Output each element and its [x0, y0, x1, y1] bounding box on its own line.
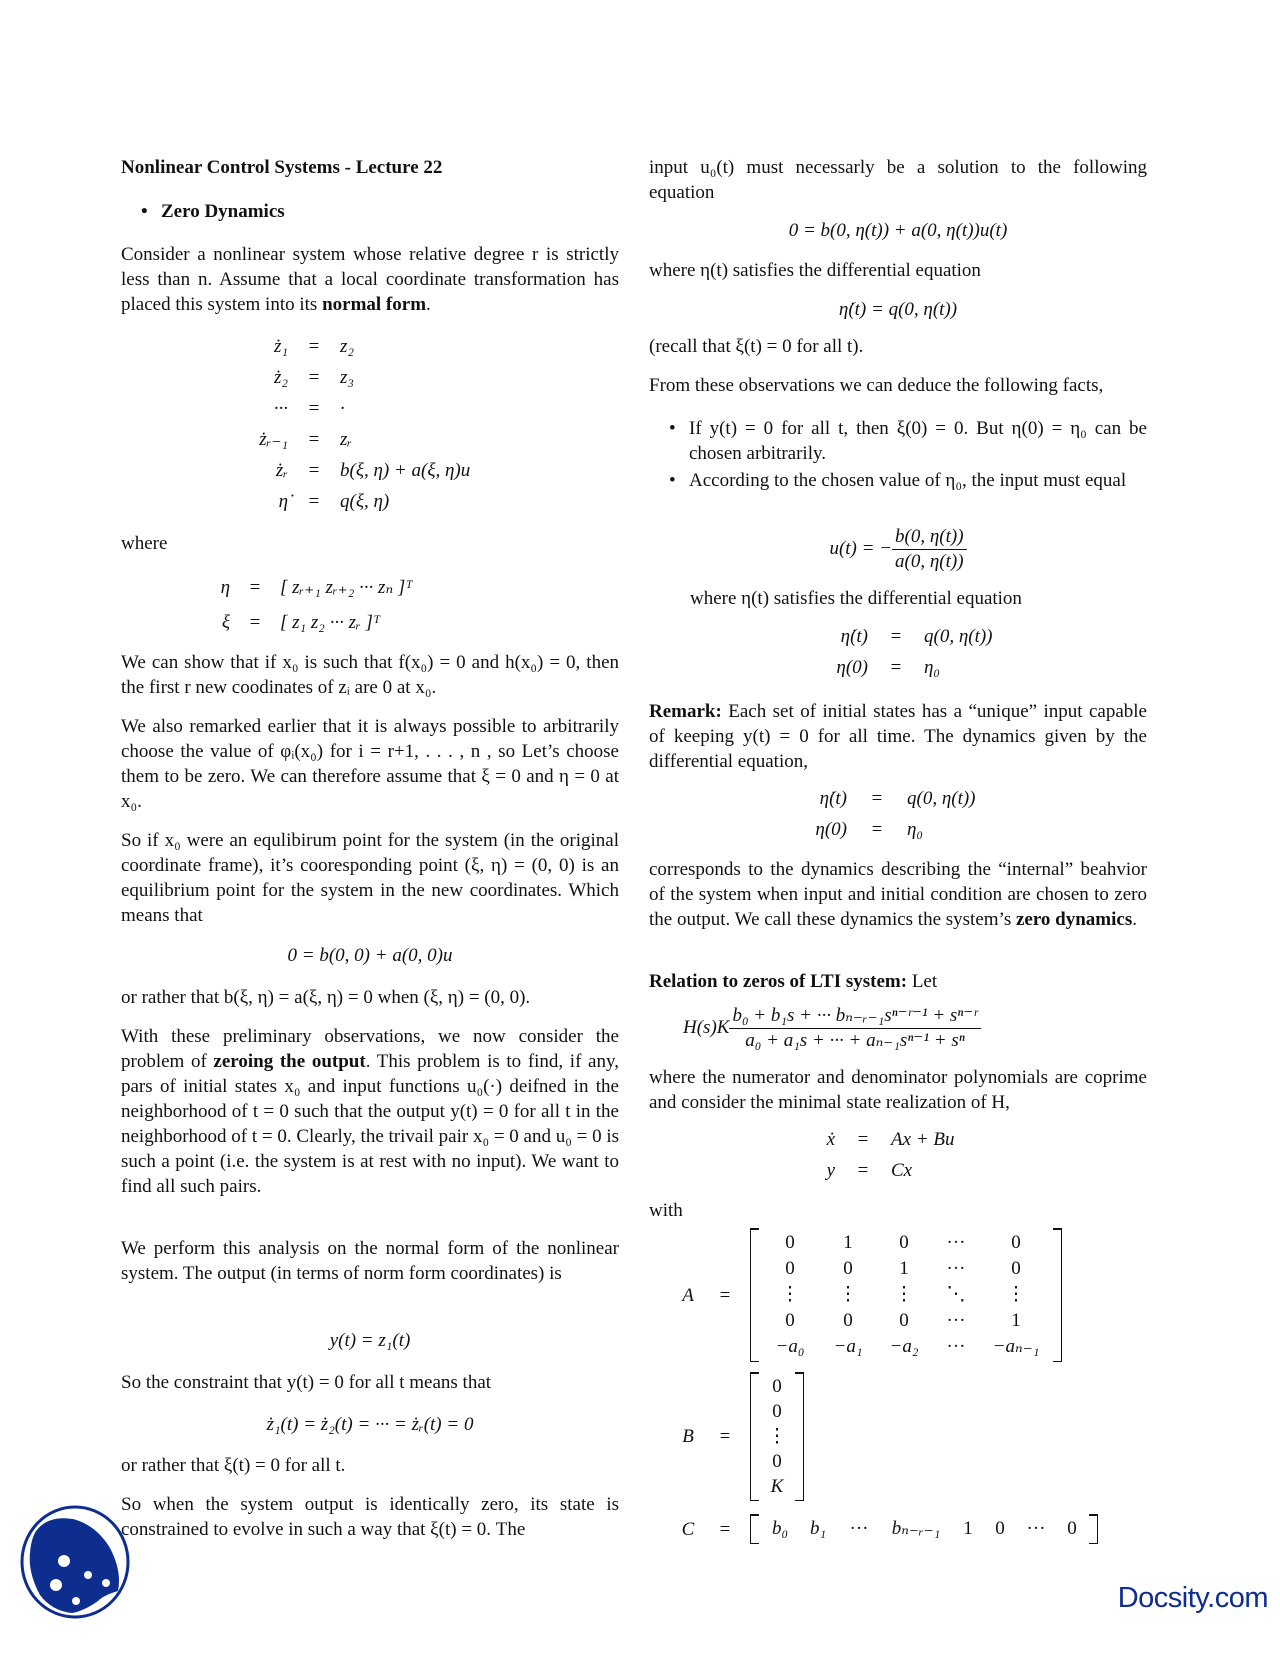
equation-rhs: q(ξ, η)	[340, 491, 390, 512]
fraction	[892, 525, 967, 574]
bold-text: Relation to zeros of LTI system:	[649, 971, 908, 992]
equation-lhs: ξ	[221, 612, 230, 633]
bracket-serif	[1089, 1543, 1097, 1545]
equation-lhs: η̇(t)	[819, 788, 847, 809]
transfer-function	[683, 1004, 981, 1053]
matrix-entry: ⋱	[946, 1284, 966, 1305]
equals-sign: =	[890, 626, 902, 647]
paragraph: input u₀(t) must necessarly be a solution to the following equation	[649, 157, 1147, 203]
equation: 0 = b(0, 0) + a(0, 0)u	[287, 945, 453, 966]
matrix-entry: 0	[1011, 1258, 1021, 1279]
paragraph: We can show that if x₀ is such that f(x₀) = 0 and h(x₀) = 0, then the first r new coodinates of zᵢ are 0 at x₀.	[121, 652, 619, 698]
text-segment: Let	[907, 971, 938, 992]
equation-rhs: η₀	[907, 819, 924, 840]
equation-lhs: ż₂	[274, 367, 288, 388]
matrix-entry: 0	[1011, 1232, 1021, 1253]
numerator: b(0, η(t))	[892, 525, 967, 550]
paragraph: (recall that ξ(t) = 0 for all t).	[649, 336, 864, 357]
paragraph: or rather that b(ξ, η) = a(ξ, η) = 0 when (ξ, η) = (0, 0).	[121, 987, 531, 1008]
equals-sign: =	[308, 460, 320, 481]
equals-sign: =	[890, 657, 902, 678]
matrix-C	[676, 1514, 1098, 1544]
matrix-entry: ⋮	[894, 1284, 914, 1305]
equation-rhs: q(0, η(t))	[924, 626, 993, 647]
equation-rhs: Cx	[891, 1160, 913, 1181]
facts-list	[649, 416, 1147, 493]
denominator: a₀ + a₁s + ··· + aₙ₋₁sⁿ⁻¹ + sⁿ	[745, 1030, 965, 1051]
matrix-entry: −aₙ₋₁	[992, 1336, 1040, 1357]
matrix-entry: 0	[785, 1258, 795, 1279]
equation-rhs: [ zᵣ₊₁ zᵣ₊₂ ··· zₙ ]ᵀ	[280, 577, 413, 598]
equation: 0 = b(0, η(t)) + a(0, η(t))u(t)	[788, 220, 1008, 241]
matrix-entry: 0	[995, 1518, 1005, 1539]
paragraph	[121, 242, 619, 317]
equation-lhs: ẋ	[826, 1129, 835, 1150]
matrix-entry: 0	[772, 1376, 782, 1397]
paragraph: or rather that ξ(t) = 0 for all t.	[121, 1455, 346, 1476]
paragraph: So if x₀ were an equlibirum point for the system (in the original coordinate frame), it’s cooresponding point (ξ, η) = (0, 0) is an equilibrium point for the system in the new coordinates. Which means that	[121, 830, 619, 926]
equation-lhs: η̇(t)	[840, 626, 868, 647]
matrix-entry: ⋮	[767, 1426, 787, 1447]
matrix-entry: 1	[1011, 1310, 1021, 1331]
text-segment: .	[1132, 909, 1137, 930]
equals-sign: =	[719, 1426, 731, 1447]
bold-text: zeroing the output	[213, 1051, 366, 1072]
matrix-entry: 0	[899, 1232, 909, 1253]
text-segment: corresponds to the dynamics describing the “internal” beahvior of the system when input and initial condition are chosen to zero the output. We call these dynamics the system’s	[649, 859, 1147, 930]
bracket-serif	[751, 1543, 759, 1545]
equals-sign: =	[308, 429, 320, 450]
matrix-entry: 0	[785, 1232, 795, 1253]
matrix-A	[676, 1228, 1062, 1362]
equation-rhs: η₀	[924, 657, 941, 678]
equation-rhs: z₂	[340, 336, 354, 357]
equals-sign: =	[308, 367, 320, 388]
matrix-entry: 0	[785, 1310, 795, 1331]
equation-lhs: H(s)K	[683, 1016, 730, 1038]
equals-sign: =	[249, 577, 261, 598]
bold-text: Remark:	[649, 701, 722, 722]
numerator: b₀ + b₁s + ··· bₙ₋ᵣ₋₁sⁿ⁻ʳ⁻¹ + sⁿ⁻ʳ	[729, 1004, 980, 1029]
paragraph: We perform this analysis on the normal form of the nonlinear system. The output (in terms of norm form coordinates) is	[121, 1238, 619, 1284]
bracket-serif	[751, 1361, 759, 1363]
matrix-entry: 0	[899, 1310, 909, 1331]
equation-lhs: żᵣ₋₁	[259, 429, 288, 450]
matrix-entry: 1	[899, 1258, 909, 1279]
matrix-entry: ···	[946, 1336, 966, 1357]
matrix-entry: ⋮	[1006, 1284, 1026, 1305]
matrix-bracket	[750, 1372, 804, 1501]
matrix-entry: b₁	[809, 1518, 827, 1539]
text-segment: With these preliminary observations, we now consider the problem of	[121, 1026, 619, 1072]
matrix-entry: −a₂	[889, 1336, 919, 1357]
input-equation	[649, 525, 1147, 574]
state-space-equations	[780, 1124, 954, 1186]
bold-text: zero dynamics	[1015, 909, 1133, 930]
equals-sign: =	[719, 1284, 731, 1306]
equation: η̇(t) = q(0, η(t))	[838, 299, 958, 320]
equals-sign: =	[308, 491, 320, 512]
equals-sign: =	[308, 398, 320, 419]
matrix-entry: ⋮	[838, 1284, 858, 1305]
paragraph: where the numerator and denominator polynomials are coprime and consider the minimal state realization of H,	[649, 1067, 1147, 1113]
docsity-brand-link[interactable]: Docsity.com	[1117, 1582, 1268, 1614]
page-title: Nonlinear Control Systems - Lecture 22	[121, 157, 443, 178]
bracket-serif	[1053, 1361, 1061, 1363]
paragraph: where η(t) satisfies the differential equation	[649, 260, 981, 281]
paragraph: where η(t) satisfies the differential equation	[690, 588, 1022, 609]
bracket-serif	[751, 1228, 759, 1230]
bold-text: normal form	[322, 294, 427, 315]
equation: ż₁(t) = ż₂(t) = ··· = żᵣ(t) = 0	[266, 1414, 474, 1435]
bracket-serif	[751, 1514, 759, 1516]
equals-sign: =	[249, 612, 261, 633]
paragraph: So when the system output is identically zero, its state is constrained to evolve in such a way that ξ(t) = 0. The	[121, 1494, 619, 1540]
matrix-B	[676, 1372, 804, 1501]
bracket-serif	[1089, 1514, 1097, 1516]
section-heading: • Zero Dynamics	[121, 199, 659, 224]
equation-lhs: u(t) = −	[829, 537, 893, 559]
equals-sign: =	[857, 1160, 869, 1181]
matrix-name: C	[681, 1518, 695, 1540]
matrix-entry: b₀	[771, 1518, 789, 1539]
equation-rhs: q(0, η(t))	[907, 788, 976, 809]
text-segment: Consider a nonlinear system whose relative degree r is strictly less than n. Assume that a local coordinate transformation has placed this system into its	[121, 244, 619, 315]
docsity-logo-icon	[18, 1503, 132, 1621]
equation: y(t) = z₁(t)	[329, 1330, 411, 1351]
equals-sign: =	[857, 1129, 869, 1150]
matrix-entry: 0	[843, 1310, 853, 1331]
matrix-entry: ···	[946, 1258, 966, 1279]
bracket-serif	[1053, 1228, 1061, 1230]
equation-rhs: [ z₁ z₂ ··· zᵣ ]ᵀ	[280, 612, 381, 633]
matrix-entry: bₙ₋ᵣ₋₁	[891, 1518, 941, 1539]
equation-rhs: b(ξ, η) + a(ξ, η)u	[340, 460, 471, 481]
matrix-grid	[761, 1516, 1087, 1542]
matrix-grid	[761, 1230, 1051, 1360]
equation-lhs: żᵣ	[275, 460, 288, 481]
matrix-entry: ···	[946, 1232, 966, 1253]
matrix-bracket	[750, 1514, 1098, 1544]
equation-rhs: zᵣ	[340, 429, 353, 450]
zero-dynamics-ivp	[740, 783, 976, 845]
equation-lhs: ż₁	[274, 336, 288, 357]
matrix-entry: ···	[1026, 1518, 1046, 1539]
equals-sign: =	[871, 819, 883, 840]
equation-lhs: η̇	[278, 491, 288, 512]
equation-rhs: z₃	[340, 367, 354, 388]
matrix-entry: 1	[843, 1232, 853, 1253]
matrix-name: B	[682, 1426, 694, 1447]
bracket-serif	[751, 1372, 759, 1374]
fraction	[729, 1004, 980, 1053]
text-segment: .	[426, 294, 431, 315]
normal-form-equations	[205, 331, 470, 517]
equation-lhs: η(0)	[836, 657, 868, 678]
denominator: a(0, η(t))	[895, 551, 964, 572]
matrix-entry: 0	[843, 1258, 853, 1279]
bracket-serif	[751, 1500, 759, 1502]
paragraph: So the constraint that y(t) = 0 for all t means that	[121, 1372, 492, 1393]
equation-lhs: η(0)	[815, 819, 847, 840]
text-segment: Each set of initial states has a “unique” input capable of keeping y(t) = 0 for all time. The dynamics given by the differential equation,	[649, 701, 1147, 772]
equals-sign: =	[719, 1518, 731, 1540]
state-definitions	[180, 570, 413, 640]
remark-paragraph	[649, 699, 1147, 774]
bracket-serif	[795, 1500, 803, 1502]
matrix-entry: ···	[849, 1518, 869, 1539]
matrix-entry: −a₀	[775, 1336, 805, 1357]
matrix-entry: 1	[963, 1518, 973, 1539]
matrix-entry: 0	[772, 1401, 782, 1422]
equation-lhs: ···	[273, 398, 288, 419]
equation-lhs: y	[826, 1160, 835, 1181]
equals-sign: =	[308, 336, 320, 357]
paragraph	[121, 1024, 619, 1199]
matrix-bracket	[750, 1228, 1062, 1362]
text-segment: . This problem is to find, if any, pars of initial states x₀ and input functions u₀(·) deifned in the neighborhood of t = 0 such that the output y(t) = 0 for all t in the neighborhood of t = 0. Clearly, the trivail pair x₀ = 0 and u₀ = 0 is such a point (i.e. the system is at rest with no input). We want to find all such pairs.	[121, 1051, 619, 1197]
matrix-entry: K	[770, 1476, 784, 1497]
matrix-entry: −a₁	[833, 1336, 863, 1357]
matrix-name: A	[682, 1284, 694, 1306]
matrix-entry: ···	[946, 1310, 966, 1331]
equation-lhs: η	[220, 577, 230, 598]
list-item: • If y(t) = 0 for all t, then ξ(0) = 0. But η(0) = η₀ can be chosen arbitrarily.	[649, 416, 1147, 466]
text-with: with	[649, 1200, 683, 1221]
matrix-entry: 0	[1067, 1518, 1077, 1539]
subheading	[649, 969, 1147, 994]
matrix-entry: ⋮	[780, 1284, 800, 1305]
equation-rhs: ·	[340, 398, 345, 419]
zero-dynamics-ivp	[760, 621, 993, 683]
matrix-entry: 0	[772, 1451, 782, 1472]
matrix-grid	[761, 1374, 793, 1499]
paragraph: From these observations we can deduce the following facts,	[649, 375, 1104, 396]
equals-sign: =	[871, 788, 883, 809]
paragraph	[649, 857, 1147, 932]
equation-rhs: Ax + Bu	[891, 1129, 955, 1150]
text-where: where	[121, 533, 168, 554]
paragraph: We also remarked earlier that it is always possible to arbitrarily choose the value of φᵢ(x₀) for i = r+1, . . . , n , so Let’s choose them to be zero. We can therefore assume that ξ = 0 and η = 0 at x₀.	[121, 716, 619, 812]
list-item: • According to the chosen value of η₀, the input must equal	[649, 468, 1147, 493]
bracket-serif	[795, 1372, 803, 1374]
